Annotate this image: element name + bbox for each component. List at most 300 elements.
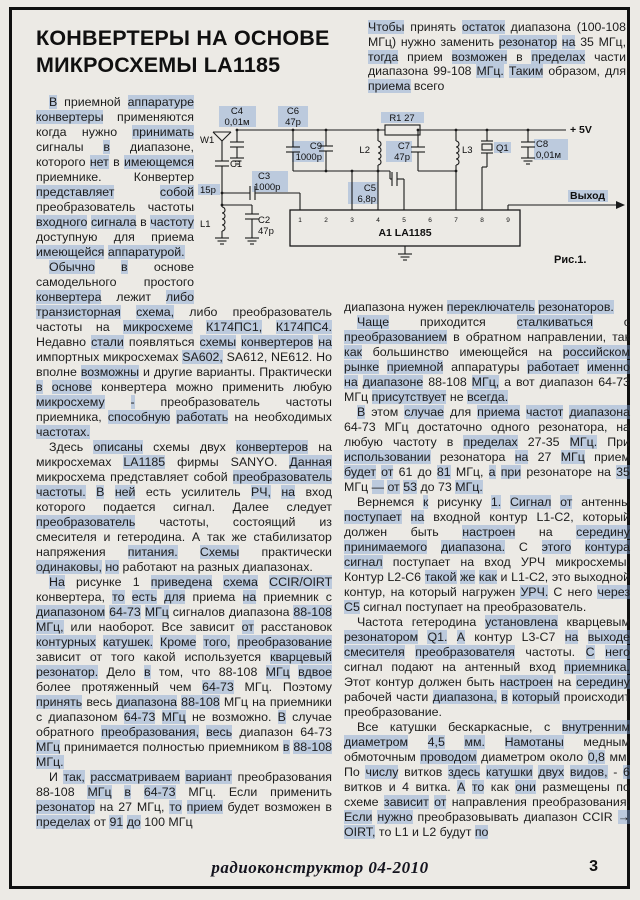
word: от bbox=[93, 815, 106, 829]
word: возможен bbox=[451, 49, 508, 64]
word: контур, bbox=[344, 585, 386, 599]
word: L1 bbox=[394, 825, 409, 839]
word: схема, bbox=[136, 305, 175, 319]
word: Кроме bbox=[160, 635, 197, 649]
word: тогда bbox=[368, 49, 399, 64]
word: работают bbox=[122, 560, 178, 574]
word: 4 bbox=[402, 780, 409, 794]
word: 88-108 bbox=[293, 740, 332, 754]
word: числу bbox=[365, 765, 399, 779]
word: и bbox=[412, 825, 419, 839]
word: L2-C6 bbox=[387, 570, 422, 584]
word: стали bbox=[91, 335, 124, 349]
word: которого bbox=[36, 500, 86, 514]
word: на bbox=[616, 420, 630, 434]
word: применить bbox=[270, 785, 332, 799]
word: российском bbox=[562, 345, 630, 359]
word: не bbox=[191, 710, 206, 724]
word: случае bbox=[404, 405, 445, 419]
word: Q1. bbox=[427, 630, 448, 644]
word: на bbox=[281, 485, 296, 499]
word: C5 bbox=[344, 600, 360, 614]
word: Обычно bbox=[49, 260, 95, 274]
label-c6-value: 47p bbox=[285, 117, 301, 128]
word: В bbox=[357, 405, 366, 419]
word: имеющемся bbox=[123, 155, 194, 169]
word: 64-73 bbox=[143, 785, 176, 799]
word: принимается bbox=[64, 740, 139, 754]
word: CCIR/OIRT bbox=[269, 575, 333, 589]
word: вход bbox=[529, 660, 556, 674]
word: МГц, bbox=[455, 465, 484, 479]
word: рынке bbox=[344, 360, 380, 374]
word: 88-108 bbox=[428, 375, 467, 389]
word: Намотаны bbox=[504, 735, 564, 749]
word: двух bbox=[199, 440, 226, 454]
word: В bbox=[277, 710, 286, 724]
word: как bbox=[344, 345, 363, 359]
word: 64-73 bbox=[344, 420, 376, 434]
word: 53 bbox=[403, 480, 417, 494]
label-c3: C3 bbox=[258, 171, 271, 182]
word: питания. bbox=[127, 545, 178, 559]
word: МГц bbox=[384, 420, 409, 434]
word: на bbox=[95, 320, 110, 334]
word: 4,5 bbox=[427, 735, 445, 749]
word: резонаторе bbox=[526, 465, 593, 479]
word: не bbox=[449, 390, 464, 404]
word: Чаще bbox=[357, 315, 390, 329]
word: способную bbox=[107, 410, 171, 424]
word: заменить bbox=[440, 34, 494, 49]
word: преобразование bbox=[237, 635, 333, 649]
paragraph bbox=[344, 720, 630, 840]
paragraph bbox=[36, 440, 332, 575]
label-c2: C2 bbox=[258, 215, 271, 226]
word: применить bbox=[222, 380, 284, 394]
pin-number: 2 bbox=[324, 217, 328, 224]
word: на bbox=[344, 375, 358, 389]
word: который bbox=[512, 690, 560, 704]
word: подается bbox=[103, 500, 156, 514]
capacitor-c5 bbox=[392, 172, 397, 186]
word: МГц bbox=[36, 740, 61, 754]
label-q1: Q1 bbox=[496, 143, 509, 154]
word: этого bbox=[541, 540, 572, 554]
word: в bbox=[501, 690, 508, 704]
word: в bbox=[36, 380, 43, 394]
word: 88-108 bbox=[218, 665, 258, 679]
footer-magazine: радиоконструктор 04-2010 bbox=[211, 858, 429, 877]
word: вариант bbox=[185, 770, 233, 784]
word: то bbox=[169, 800, 182, 814]
word: должен bbox=[418, 675, 462, 689]
word: 64-73 bbox=[202, 680, 234, 694]
word: простого bbox=[143, 275, 194, 289]
pin-number: 1 bbox=[298, 217, 302, 224]
word: диапазон bbox=[523, 810, 578, 824]
word: резонатор. bbox=[36, 665, 99, 679]
word: другие bbox=[153, 365, 193, 379]
word: направления bbox=[451, 795, 527, 809]
word: Таким bbox=[508, 64, 544, 79]
word: работает bbox=[527, 360, 580, 374]
word: Все bbox=[161, 620, 183, 634]
word: будут bbox=[439, 825, 472, 839]
word: МГц bbox=[344, 390, 369, 404]
word: контур bbox=[489, 510, 528, 524]
word: весь bbox=[86, 695, 113, 709]
word: резонатором bbox=[344, 630, 419, 644]
word: 100 bbox=[144, 815, 165, 829]
word: схема bbox=[223, 575, 258, 589]
word: пределах bbox=[36, 815, 91, 829]
word: на bbox=[561, 34, 576, 49]
word: через bbox=[597, 585, 631, 599]
word: витков bbox=[404, 765, 443, 779]
word: в bbox=[143, 665, 151, 679]
word: В bbox=[96, 485, 105, 499]
word: необходимых bbox=[254, 410, 332, 424]
word: контур bbox=[474, 630, 513, 644]
word: частоты bbox=[285, 395, 332, 409]
word: преобразователь bbox=[232, 305, 332, 319]
word: но bbox=[105, 560, 120, 574]
word: собой bbox=[159, 185, 194, 199]
word: витков bbox=[344, 780, 383, 794]
word: резонатор bbox=[498, 34, 558, 49]
word: приема bbox=[192, 590, 236, 604]
label-c6: C6 bbox=[286, 106, 300, 117]
word: одного bbox=[490, 420, 530, 434]
paragraph bbox=[344, 300, 630, 315]
word: либо bbox=[165, 290, 194, 304]
word: аппаратуре bbox=[127, 95, 194, 109]
label-c8-value: 0,01м bbox=[536, 150, 562, 161]
word: какой bbox=[143, 650, 176, 664]
word: приемника. bbox=[564, 660, 631, 674]
page-title bbox=[36, 25, 366, 79]
word: есть bbox=[131, 590, 157, 604]
word: МГц, bbox=[598, 34, 627, 49]
word: Если bbox=[344, 810, 373, 824]
word: микросхемах bbox=[36, 455, 112, 469]
label-l3: L3 bbox=[462, 145, 473, 156]
word: МГц bbox=[144, 605, 169, 619]
figure-caption: Рис.1. bbox=[554, 254, 587, 266]
word: до bbox=[420, 480, 435, 494]
word: приходится bbox=[419, 315, 486, 329]
word: РЧ, bbox=[250, 485, 271, 499]
word: аппаратурой. bbox=[107, 245, 185, 259]
word: видов, bbox=[569, 765, 608, 779]
resistor-r1 bbox=[385, 125, 420, 135]
word: 6 bbox=[623, 765, 630, 779]
word: частоты bbox=[36, 320, 83, 334]
word: большинство bbox=[372, 345, 449, 359]
word: этом bbox=[371, 405, 399, 419]
word: УРЧ bbox=[520, 555, 546, 569]
word: 91 bbox=[109, 815, 124, 829]
title-line-1: КОНВЕРТЕРЫ НА ОСНОВЕ bbox=[36, 26, 330, 50]
word: то bbox=[471, 780, 485, 794]
word: проводом bbox=[420, 750, 477, 764]
word: то bbox=[378, 825, 392, 839]
word: появляться bbox=[128, 335, 195, 349]
word: который bbox=[582, 510, 630, 524]
word: фирмы bbox=[177, 455, 219, 469]
word: Если bbox=[228, 785, 258, 799]
word: мм. bbox=[609, 750, 630, 764]
word: диаметром bbox=[344, 735, 409, 749]
word: резонаторов. bbox=[538, 300, 614, 314]
word: диапазон bbox=[239, 725, 294, 739]
word: том, bbox=[158, 665, 184, 679]
word: на bbox=[460, 555, 475, 569]
word: прием bbox=[186, 800, 223, 814]
word: остаток bbox=[462, 20, 505, 34]
label-c9-value: 1000p bbox=[295, 152, 322, 163]
word: рабочей bbox=[344, 690, 392, 704]
word: приемники bbox=[269, 695, 332, 709]
word: вполне bbox=[36, 365, 77, 379]
word: усилитель bbox=[181, 485, 241, 499]
word: того, bbox=[203, 635, 231, 649]
word: По bbox=[344, 765, 360, 779]
word: преобразованием bbox=[344, 330, 448, 344]
word: витка. bbox=[415, 780, 451, 794]
word: работать bbox=[176, 410, 229, 424]
word: приемнике. bbox=[36, 170, 102, 184]
word: УРЧ. bbox=[520, 585, 549, 599]
word: рисунку bbox=[437, 495, 483, 509]
word: 1 bbox=[132, 575, 140, 589]
word: мм. bbox=[464, 735, 485, 749]
word: приемником bbox=[208, 740, 280, 754]
word: будет bbox=[344, 465, 376, 479]
word: L3-C7 bbox=[521, 630, 556, 644]
word: для bbox=[604, 64, 626, 79]
label-c1-value: 15p bbox=[200, 185, 216, 196]
word: весь bbox=[206, 725, 233, 739]
word: диапазона bbox=[116, 695, 178, 709]
word: и bbox=[388, 780, 396, 794]
ground-icon bbox=[521, 158, 535, 164]
word: диапазона bbox=[510, 20, 571, 34]
word: поступает bbox=[405, 600, 463, 614]
word: самодельного bbox=[36, 275, 117, 289]
word: а bbox=[504, 375, 512, 389]
word: принимаемого bbox=[344, 540, 428, 554]
word: нужно bbox=[81, 125, 118, 139]
word: использовании bbox=[344, 450, 431, 464]
word: есть bbox=[145, 485, 172, 499]
word: приема bbox=[477, 405, 520, 419]
word: конвертера, bbox=[36, 590, 105, 604]
word: прием bbox=[407, 49, 443, 64]
word: катушки bbox=[485, 765, 533, 779]
word: двух bbox=[538, 765, 565, 779]
pin-number: 7 bbox=[454, 217, 458, 224]
word: бескаркасные, bbox=[448, 720, 533, 734]
word: гетеродина bbox=[411, 615, 477, 629]
word: зависит bbox=[189, 620, 235, 634]
word: именно bbox=[587, 360, 630, 374]
word: SANYO. bbox=[230, 455, 278, 469]
word: на bbox=[557, 675, 572, 689]
word: которого bbox=[36, 155, 86, 169]
word: Данная bbox=[289, 455, 332, 469]
word: диапазоне, bbox=[129, 140, 194, 154]
word: установлена bbox=[485, 615, 558, 629]
capacitor-c8 bbox=[521, 142, 535, 147]
word: возможен bbox=[264, 800, 321, 814]
word: 1. bbox=[490, 495, 502, 509]
label-ic: A1 LA1185 bbox=[378, 227, 432, 239]
word: приема bbox=[368, 79, 411, 94]
word: частоты, bbox=[159, 515, 209, 529]
word: - bbox=[130, 395, 135, 409]
word: МГц, bbox=[136, 800, 165, 814]
word: диапазона bbox=[344, 300, 405, 314]
word: аппаратуры bbox=[451, 360, 520, 374]
word: импортных bbox=[36, 350, 100, 364]
word: с bbox=[36, 710, 43, 724]
word: микросхема bbox=[36, 470, 106, 484]
word: преобразования, bbox=[101, 725, 200, 739]
word: с bbox=[325, 590, 332, 604]
word: L2 bbox=[422, 825, 437, 839]
word: сигнала bbox=[90, 215, 137, 229]
word: применяются bbox=[117, 110, 194, 124]
word: обмоточным bbox=[344, 750, 416, 764]
word: должен bbox=[344, 525, 388, 539]
word: и bbox=[500, 570, 508, 584]
right-column bbox=[344, 300, 630, 840]
ground-icon bbox=[215, 238, 229, 244]
paragraph bbox=[36, 575, 332, 770]
word: части bbox=[396, 690, 429, 704]
word: схемы bbox=[199, 335, 237, 349]
word: МГц bbox=[344, 480, 369, 494]
word: МГц. bbox=[455, 480, 483, 494]
word: здесь bbox=[448, 765, 481, 779]
word: преобразователь bbox=[160, 395, 260, 409]
capacitor-c2 bbox=[245, 214, 259, 219]
label-c7-value: 47p bbox=[394, 152, 410, 163]
word: для bbox=[113, 230, 135, 244]
word: него bbox=[605, 645, 631, 659]
word: 64-73 bbox=[109, 605, 141, 619]
word: смесителя bbox=[344, 645, 405, 659]
word: пределах bbox=[463, 435, 518, 449]
word: микросхемы. bbox=[555, 555, 631, 569]
word: принять bbox=[36, 695, 83, 709]
word: рассматриваем bbox=[90, 770, 180, 784]
word: преобразования bbox=[237, 770, 332, 784]
word: так, bbox=[63, 770, 85, 784]
word: лежит bbox=[116, 290, 152, 304]
word: кварцевый bbox=[270, 650, 332, 664]
word: резонатор bbox=[36, 800, 95, 814]
word: А bbox=[191, 530, 201, 544]
word: внутренним bbox=[561, 720, 631, 734]
label-c4-value: 0,01м bbox=[224, 117, 250, 128]
paragraph bbox=[344, 495, 630, 615]
word: это bbox=[551, 570, 571, 584]
word: размещены bbox=[542, 780, 610, 794]
word: 27 bbox=[537, 450, 552, 464]
word: на bbox=[180, 560, 195, 574]
word: подают bbox=[391, 660, 434, 674]
word: же bbox=[460, 570, 476, 584]
antenna-icon bbox=[213, 132, 231, 161]
pin-number: 6 bbox=[428, 217, 432, 224]
word: сигналы bbox=[36, 140, 84, 154]
label-c3-value: 1000p bbox=[254, 182, 281, 193]
word: схеме bbox=[344, 795, 379, 809]
word: С bbox=[553, 585, 563, 599]
word: вход bbox=[484, 555, 511, 569]
word: зависит bbox=[383, 795, 429, 809]
word: в bbox=[113, 155, 120, 169]
label-c1: C1 bbox=[230, 159, 243, 170]
word: МГц) bbox=[368, 34, 397, 49]
paragraph bbox=[344, 315, 630, 405]
word: случае bbox=[292, 710, 332, 724]
ground-icon bbox=[245, 238, 259, 244]
word: К174ПС4. bbox=[275, 320, 332, 334]
word: контура bbox=[585, 540, 630, 554]
pin-number: 4 bbox=[376, 217, 380, 224]
word: можно bbox=[175, 380, 213, 394]
word: контурных bbox=[36, 635, 96, 649]
word: резонатора bbox=[439, 450, 506, 464]
word: нужно bbox=[377, 810, 413, 824]
word: 81 bbox=[436, 465, 451, 479]
word: частот bbox=[525, 405, 564, 419]
word: в bbox=[446, 435, 454, 449]
word: разных bbox=[197, 560, 240, 574]
crystal-q1 bbox=[481, 141, 493, 153]
word: приема bbox=[151, 230, 194, 244]
word: напряжения bbox=[36, 545, 106, 559]
word: Вернемся bbox=[357, 495, 415, 509]
word: 64-73 bbox=[300, 725, 332, 739]
word: по bbox=[616, 780, 630, 794]
word: до bbox=[417, 465, 432, 479]
word: 27 bbox=[118, 800, 133, 814]
word: преобразователя bbox=[415, 645, 515, 659]
word: К174ПС1, bbox=[206, 320, 263, 334]
inductor-l1 bbox=[222, 207, 225, 231]
word: 27-35 bbox=[527, 435, 560, 449]
word: обратного bbox=[36, 725, 95, 739]
word: поступает bbox=[392, 555, 451, 569]
word: приемника, bbox=[36, 410, 102, 424]
word: на bbox=[514, 450, 529, 464]
capacitor-c4 bbox=[230, 142, 244, 147]
output-arrow-icon bbox=[616, 201, 625, 209]
word: диапазона bbox=[569, 405, 630, 419]
word: что bbox=[191, 665, 211, 679]
word: входной bbox=[433, 510, 481, 524]
word: МГц, bbox=[36, 620, 64, 634]
word: диапазона. bbox=[440, 540, 506, 554]
word: контур bbox=[375, 675, 414, 689]
word: всегда. bbox=[467, 390, 509, 404]
word: приемной bbox=[386, 360, 444, 374]
